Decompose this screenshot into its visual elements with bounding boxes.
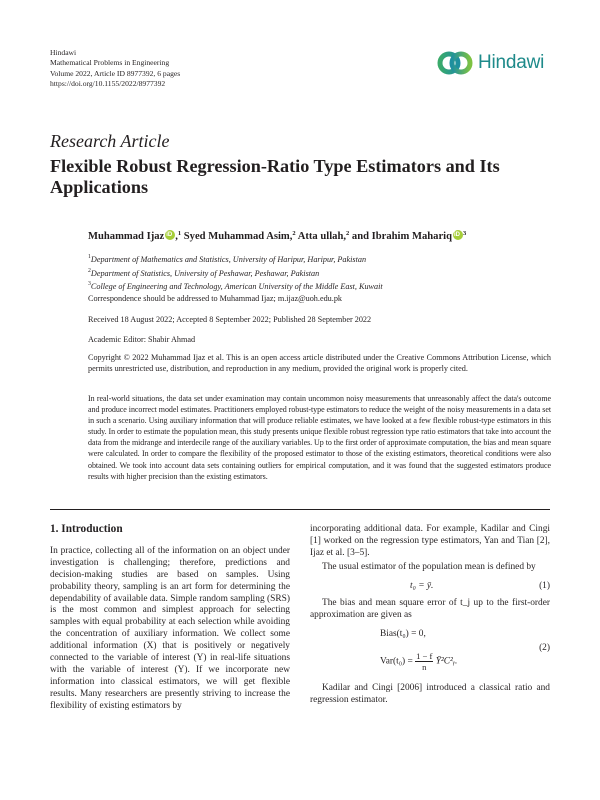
paragraph: In practice, collecting all of the information on an object under investigation is challenging; therefore, predictions and decision-making studies are based on samples. Using probability theory, sampling is an art form for determining the dependability of available data. Simple random sampling (SRS) is the most common and simplest approach for selecting samples with equal probability at each selection while avoiding the concentration of auxiliary information. We collect some additional information (X) that is positively or negatively connected to the variable of interest (Y) in real-life situations with the variable of interest (Y). If we incorporate new information into classical estimators, we will get flexible results. Many researchers are presently striving to increase the flexibility of existing estimators by xyxy=(50,545,290,711)
article-type: Research Article xyxy=(50,131,170,151)
author-name: Atta ullah, xyxy=(297,231,346,242)
paragraph: The usual estimator of the population mean is defined by xyxy=(322,561,536,572)
publisher-name: Hindawi xyxy=(50,48,77,57)
journal-header xyxy=(50,48,180,89)
equation-body: Var(t₀) = $\frac{1 - f}{n}$ Ȳ²C²ᵧ. xyxy=(380,651,458,673)
affiliation: $^1$Department of Mathematics and Statistics, University of Haripur, Haripur, Pakistan xyxy=(88,254,367,264)
equation-number: (1) xyxy=(539,580,550,591)
author-affiliation-mark: 3 xyxy=(462,230,467,237)
equation-1 xyxy=(310,576,550,598)
author-name: and Ibrahim Mahariq xyxy=(351,231,452,242)
author-affiliation-mark: 2 xyxy=(292,230,296,237)
affiliation: $^3$College of Engineering and Technology, American University of the Middle East, Kuwait xyxy=(88,281,383,292)
author-name: Syed Muhammad Asim, xyxy=(183,231,293,242)
equation-number: (2) xyxy=(539,643,550,654)
section-divider xyxy=(50,509,550,510)
author-name: Muhammad Ijaz xyxy=(88,231,165,242)
volume-info: Volume 2022, Article ID 8977392, 6 pages xyxy=(50,68,181,78)
publication-dates: Received 18 August 2022; Accepted 8 September 2022; Published 28 September 2022 xyxy=(88,315,372,324)
paragraph: The bias and mean square error of t_j up to the first-order approximation are given as xyxy=(310,597,550,620)
copyright-notice: Copyright © 2022 Muhammad Ijaz et al. This is an open access article distributed under the Creative Commons Attribution License, which permits unrestricted use, distribution, and reproduction in any medium, provided the original work is properly cited. xyxy=(88,353,551,374)
equation-2 xyxy=(310,623,550,683)
equation-body: Bias(t₀) = 0, xyxy=(380,629,426,640)
doi-link[interactable]: https://doi.org/10.1155/2022/8977392 xyxy=(50,78,166,88)
author-list: Muhammad IjaziD ,$^1$ Syed Muhammad Asim,$^2$ Atta ullah,$^2$ and Ibrahim MahariqiD $^3$ xyxy=(88,230,466,242)
orcid-icon[interactable] xyxy=(453,230,463,240)
right-column xyxy=(310,524,550,709)
correspondence: Correspondence should be addressed to Muhammad Ijaz; m.ijaz@uoh.edu.pk xyxy=(88,294,343,303)
left-column xyxy=(50,524,290,715)
logo-text: Hindawi xyxy=(478,52,545,73)
author-affiliation-mark: 2 xyxy=(346,230,350,237)
hindawi-logo-icon xyxy=(436,48,474,78)
paragraph: Kadilar and Cingi [2006] introduced a classical ratio and regression estimator. xyxy=(310,683,550,706)
equation-body: t₀ = ȳ. xyxy=(410,580,434,591)
article-title: Flexible Robust Regression-Ratio Type Estimators and Its Applications xyxy=(50,156,500,197)
abstract: In real-world situations, the data set under examination may contain uncommon noisy measurements that unreasonably affect the data's outcome and produce incorrect model estimates. Practitioners employed robust-type estimators to reduce the weight of the noisy measurements in a data set in such a scenario. Using auxiliary information that will produce reliable estimates, we have looked at a few flexible robust-type estimators in this study. In order to estimate the population mean, this study presents unique flexible robust regression type ratio estimators that take into account the data from the midrange and interdecile range of the auxiliary variables. Up to the first order of approximate computation, the bias and mean square were calculated. In order to compare the flexibility of the proposed estimator to those of the existing estimators, theoretical conditions were also obtained. We took into account data sets containing outliers for empirical computation, and it was found that the suggested estimators produce results with higher precision than the existing estimators. xyxy=(88,394,551,481)
hindawi-logo xyxy=(436,48,544,78)
affiliation-list xyxy=(88,252,383,293)
section-heading: 1. Introduction xyxy=(50,523,123,535)
journal-name: Mathematical Problems in Engineering xyxy=(50,58,170,68)
author-affiliation-mark: 1 xyxy=(177,230,182,237)
academic-editor: Academic Editor: Shabir Ahmad xyxy=(88,335,196,344)
paragraph: incorporating additional data. For example, Kadilar and Cingi [1] worked on the regression type estimators, Yan and Tian [2], Ijaz et al. [3–5]. xyxy=(310,524,550,558)
affiliation: $^2$Department of Statistics, University of Peshawar, Peshawar, Pakistan xyxy=(88,267,320,278)
orcid-icon[interactable] xyxy=(165,230,175,240)
